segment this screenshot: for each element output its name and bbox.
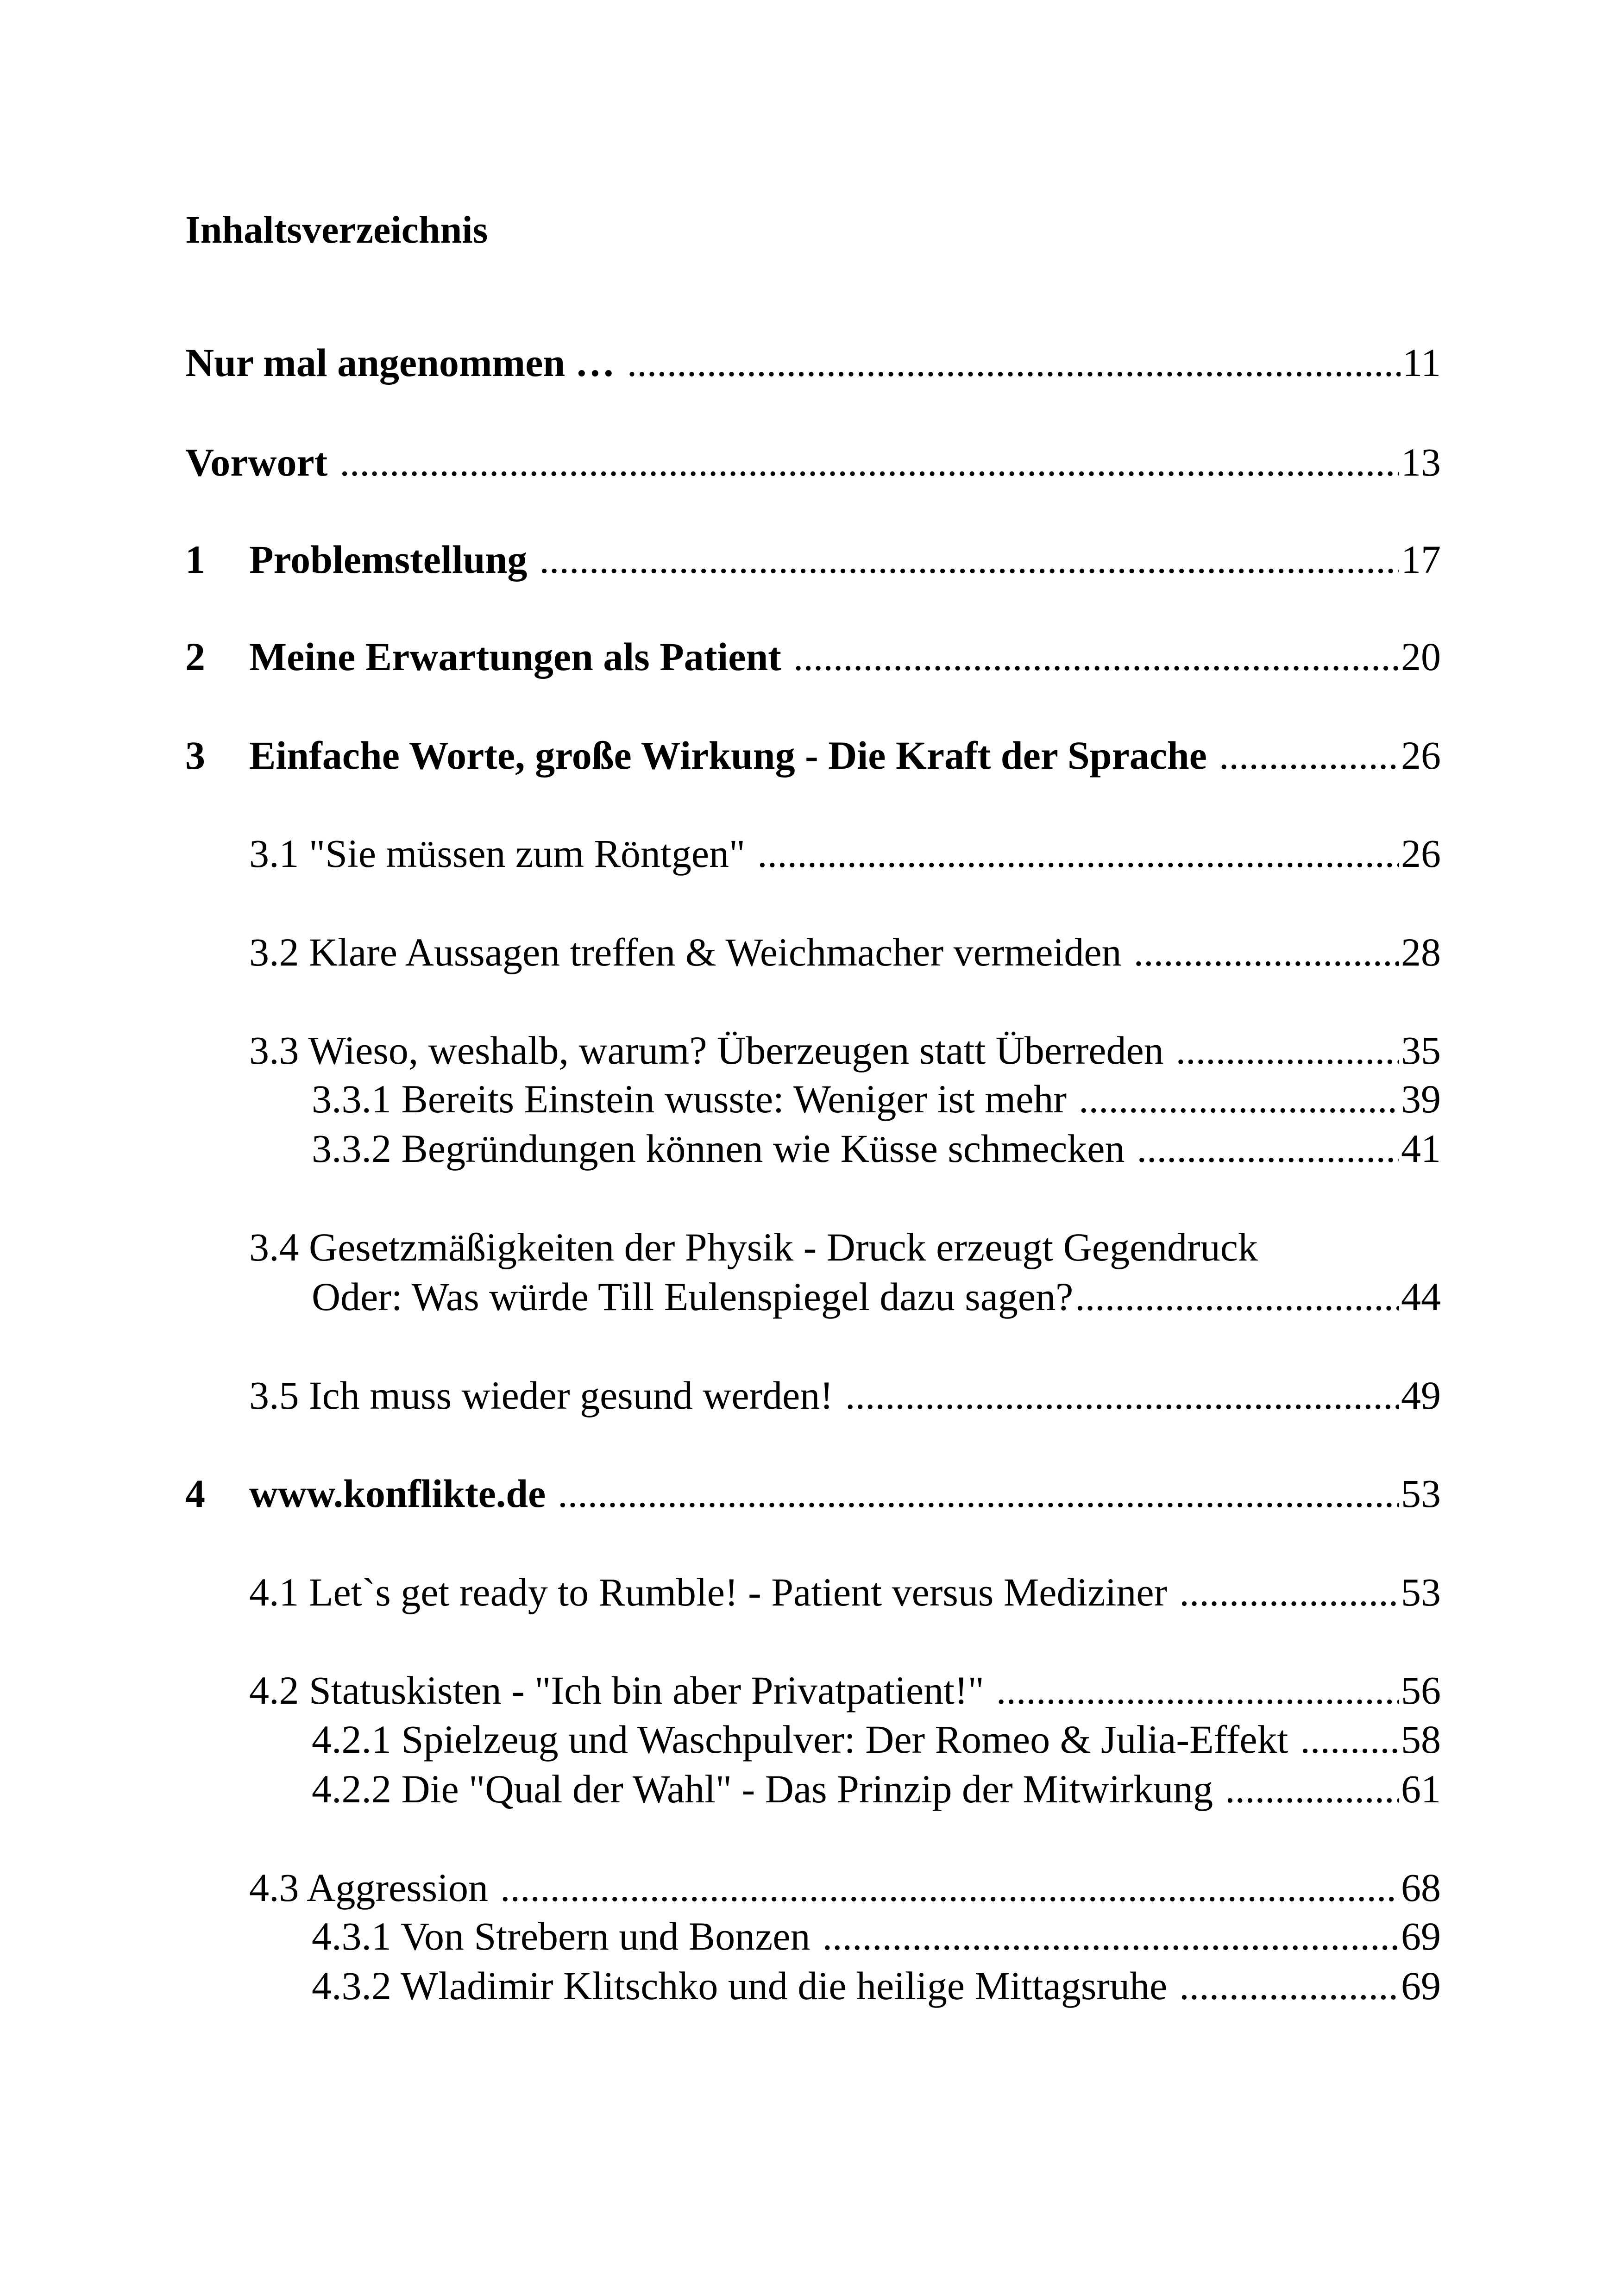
toc-entry-page: 53 xyxy=(1401,1570,1441,1614)
toc-entry-page: 41 xyxy=(1401,1126,1441,1171)
toc-entry-section-3-1[interactable] xyxy=(249,831,1441,876)
dot-leader xyxy=(500,1868,1399,1907)
toc-entry-title: 3.3 Wieso, weshalb, warum? Überzeugen statt Überreden xyxy=(249,1028,1164,1073)
toc-entry-title: 4.3.1 Von Strebern und Bonzen xyxy=(312,1914,810,1958)
toc-entry-title: 3.2 Klare Aussagen treffen & Weichmacher vermeiden xyxy=(249,930,1122,974)
dot-leader xyxy=(757,834,1399,873)
toc-entry-title: 3.3.2 Begründungen können wie Küsse schmecken xyxy=(312,1126,1125,1171)
toc-entry-page: 69 xyxy=(1401,1964,1441,2008)
toc-entry-title: Oder: Was würde Till Eulenspiegel dazu sagen? xyxy=(312,1274,1074,1319)
toc-entry-title: 4.2 Statuskisten - "Ich bin aber Privatpatient!" xyxy=(249,1668,984,1713)
toc-heading: Inhaltsverzeichnis xyxy=(185,208,488,251)
toc-entry-section-3-4[interactable]: 3.4 Gesetzmäßigkeiten der Physik - Druck erzeugt Gegendruck xyxy=(249,1225,1258,1269)
toc-entry-page: 68 xyxy=(1401,1865,1441,1910)
toc-entry-chapter-4[interactable] xyxy=(185,1471,1441,1516)
toc-entry-chapter-1[interactable] xyxy=(185,537,1441,582)
dot-leader xyxy=(845,1375,1399,1415)
toc-entry-subsection-3-3-2[interactable] xyxy=(312,1126,1441,1171)
dot-leader xyxy=(558,1474,1399,1513)
toc-entry-section-4-3[interactable] xyxy=(249,1865,1441,1910)
toc-entry-page: 44 xyxy=(1401,1274,1441,1319)
toc-entry-section-3-4-continued[interactable] xyxy=(312,1274,1441,1319)
toc-entry-section-3-5[interactable] xyxy=(249,1373,1441,1418)
toc-entry-page: 13 xyxy=(1401,440,1441,484)
toc-entry-preface-hypothetical[interactable] xyxy=(185,340,1441,385)
toc-entry-number: 1 xyxy=(185,537,205,582)
dot-leader xyxy=(1225,1769,1399,1809)
toc-entry-subsection-4-2-1[interactable] xyxy=(312,1717,1441,1762)
toc-entry-number: 3 xyxy=(185,733,205,778)
dot-leader xyxy=(1079,1079,1399,1119)
toc-entry-section-4-2[interactable] xyxy=(249,1668,1441,1713)
toc-entry-title: 3.3.1 Bereits Einstein wusste: Weniger ist mehr xyxy=(312,1077,1067,1121)
toc-entry-section-3-3[interactable] xyxy=(249,1028,1441,1073)
dot-leader xyxy=(539,539,1399,579)
toc-entry-title: 4.1 Let`s get ready to Rumble! - Patient versus Mediziner xyxy=(249,1570,1168,1614)
toc-entry-page: 35 xyxy=(1401,1028,1441,1073)
toc-entry-page: 58 xyxy=(1401,1717,1441,1762)
dot-leader xyxy=(823,1916,1399,1956)
toc-entry-subsection-4-3-1[interactable] xyxy=(312,1916,1441,1956)
toc-entry-page: 49 xyxy=(1401,1373,1441,1418)
toc-entry-page: 26 xyxy=(1401,733,1441,778)
dot-leader xyxy=(996,1670,1399,1710)
dot-leader xyxy=(1176,1030,1399,1070)
toc-entry-title: Vorwort xyxy=(185,440,328,484)
toc-entry-section-3-2[interactable] xyxy=(249,932,1441,972)
toc-entry-page: 39 xyxy=(1401,1077,1441,1121)
dot-leader xyxy=(1179,1572,1399,1612)
toc-entry-title: Meine Erwartungen als Patient xyxy=(249,634,781,679)
dot-leader xyxy=(1300,1719,1399,1759)
dot-leader xyxy=(793,637,1399,677)
toc-entry-title: 4.2.1 Spielzeug und Waschpulver: Der Romeo & Julia-Effekt xyxy=(312,1717,1288,1762)
toc-entry-subsection-4-3-2[interactable] xyxy=(312,1966,1441,2006)
toc-entry-page: 53 xyxy=(1401,1471,1441,1516)
dot-leader xyxy=(627,343,1401,383)
toc-entry-chapter-2[interactable] xyxy=(185,634,1441,679)
toc-entry-section-4-1[interactable] xyxy=(249,1572,1441,1612)
toc-entry-title: 4.3.2 Wladimir Klitschko und die heilige Mittagsruhe xyxy=(312,1964,1168,2008)
toc-entry-page: 20 xyxy=(1401,634,1441,679)
toc-entry-page: 11 xyxy=(1402,340,1441,385)
toc-entry-chapter-3[interactable] xyxy=(185,733,1441,778)
toc-entry-number: 4 xyxy=(185,1471,205,1516)
toc-entry-title: 4.2.2 Die "Qual der Wahl" - Das Prinzip der Mitwirkung xyxy=(312,1767,1213,1811)
toc-entry-page: 69 xyxy=(1401,1914,1441,1958)
toc-entry-subsection-4-2-2[interactable] xyxy=(312,1769,1441,1809)
dot-leader xyxy=(1134,932,1399,972)
toc-entry-title: Einfache Worte, große Wirkung - Die Kraft der Sprache xyxy=(249,733,1207,778)
toc-entry-page: 26 xyxy=(1401,831,1441,876)
toc-entry-title: Problemstellung xyxy=(249,537,528,582)
dot-leader xyxy=(1219,735,1399,775)
toc-entry-title: 4.3 Aggression xyxy=(249,1865,488,1910)
toc-entry-number: 2 xyxy=(185,634,205,679)
toc-entry-subsection-3-3-1[interactable] xyxy=(312,1079,1441,1119)
toc-entry-title: Nur mal angenommen … xyxy=(185,340,615,385)
toc-entry-page: 61 xyxy=(1401,1767,1441,1811)
toc-entry-title: 3.1 "Sie müssen zum Röntgen" xyxy=(249,831,746,876)
dot-leader xyxy=(1137,1129,1399,1168)
dot-leader xyxy=(339,442,1399,482)
dot-leader xyxy=(1075,1277,1399,1317)
toc-entry-page: 17 xyxy=(1401,537,1441,582)
dot-leader xyxy=(1179,1966,1399,2006)
toc-entry-page: 28 xyxy=(1401,930,1441,974)
toc-entry-page: 56 xyxy=(1401,1668,1441,1713)
toc-entry-title: www.konflikte.de xyxy=(249,1471,546,1516)
toc-entry-foreword[interactable] xyxy=(185,442,1441,482)
toc-entry-title: 3.5 Ich muss wieder gesund werden! xyxy=(249,1373,833,1418)
